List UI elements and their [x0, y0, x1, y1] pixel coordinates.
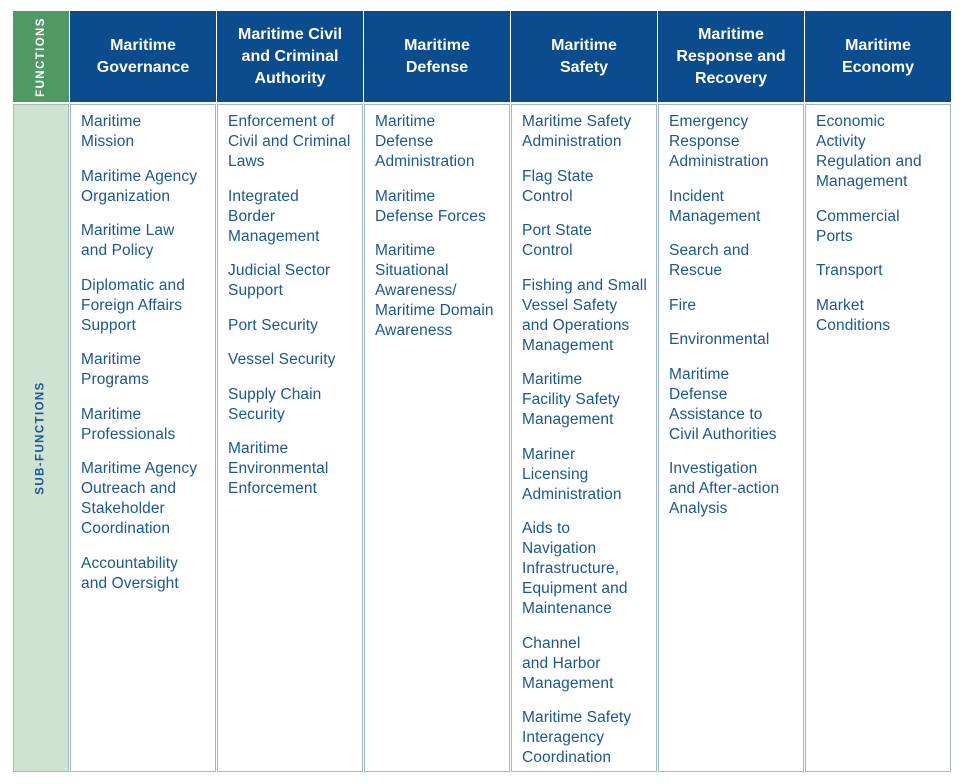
sub-function-item: Enforcement of Civil and Criminal Laws	[228, 113, 351, 170]
functions-row-label	[13, 11, 69, 102]
sub-function-column	[805, 104, 951, 772]
function-header: Maritime Civil and Criminal Authority	[217, 11, 363, 102]
sub-function-item: Maritime Programs	[81, 351, 149, 388]
sub-function-item: Commercial Ports	[816, 207, 900, 245]
sub-function-item: Environmental	[669, 331, 770, 348]
sub-function-item: Aids to Navigation Infrastructure, Equipment and Maintenance	[522, 520, 628, 617]
sub-function-item: Transport	[816, 262, 883, 279]
function-header: Maritime Governance	[70, 11, 216, 102]
sub-function-item: Maritime Defense Forces	[375, 187, 486, 225]
sub-function-item: Maritime Facility Safety Management	[522, 371, 620, 428]
sub-function-column	[364, 104, 510, 772]
sub-function-item: Search and Rescue	[669, 242, 750, 279]
sub-function-item: Maritime Professionals	[81, 405, 176, 443]
sub-function-item: Channel and Harbor Management	[522, 634, 614, 692]
sub-function-item: Maritime Situational Awareness/ Maritime Domain Awareness	[375, 242, 494, 339]
sub-function-item: Maritime Environmental Enforcement	[228, 440, 329, 497]
sub-function-item: Maritime Safety Administration	[522, 113, 632, 150]
function-header: Maritime Safety	[511, 11, 657, 102]
functions-label-text: FUNCTIONS	[35, 16, 47, 97]
sub-function-item: Incident Management	[669, 187, 761, 225]
sub-function-item: Flag State Control	[522, 167, 594, 205]
sub-function-item: Maritime Agency Organization	[81, 167, 198, 205]
sub-function-item: Integrated Border Management	[228, 187, 320, 245]
sub-function-item: Supply Chain Security	[228, 385, 322, 423]
function-header: Maritime Economy	[805, 11, 951, 102]
sub-functions-label-text: SUB-FUNCTIONS	[35, 381, 48, 495]
sub-function-column	[658, 104, 804, 772]
sub-function-item: Maritime Mission	[81, 113, 142, 150]
sub-function-item: Accountability and Oversight	[81, 554, 179, 592]
sub-function-item: Fishing and Small Vessel Safety and Operations Management	[522, 276, 647, 354]
function-header: Maritime Defense	[364, 11, 510, 102]
sub-function-item: Economic Activity Regulation and Management	[816, 113, 922, 190]
sub-functions-row-label	[13, 104, 69, 772]
sub-function-item: Diplomatic and Foreign Affairs Support	[81, 276, 185, 334]
sub-function-column	[70, 104, 216, 772]
function-header: Maritime Response and Recovery	[658, 11, 804, 102]
sub-function-item: Market Conditions	[816, 296, 891, 334]
sub-function-item: Emergency Response Administration	[669, 113, 769, 170]
sub-function-item: Maritime Defense Assistance to Civil Authorities	[669, 365, 777, 443]
sub-function-item: Maritime Safety Interagency Coordination	[522, 709, 632, 766]
sub-function-item: Vessel Security	[228, 351, 336, 368]
sub-function-item: Port State Control	[522, 222, 592, 259]
sub-function-item: Judicial Sector Support	[228, 262, 331, 299]
sub-function-item: Maritime Defense Administration	[375, 113, 475, 170]
sub-function-item: Port Security	[228, 316, 319, 334]
sub-function-item: Maritime Agency Outreach and Stakeholder Coordination	[81, 460, 198, 537]
sub-function-column	[217, 104, 363, 772]
sub-function-item: Fire	[669, 296, 697, 314]
sub-function-item: Maritime Law and Policy	[81, 222, 175, 259]
sub-function-item: Investigation and After-action Analysis	[669, 460, 780, 517]
sub-function-column	[511, 104, 657, 772]
sub-function-item: Mariner Licensing Administration	[522, 445, 622, 503]
